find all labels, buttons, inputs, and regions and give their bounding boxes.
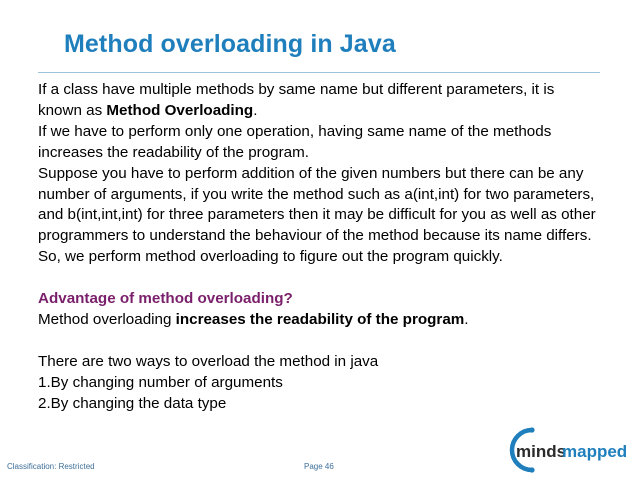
logo-dot-bottom (529, 467, 534, 472)
ways-intro: There are two ways to overload the method in java (38, 352, 379, 370)
readability-paragraph: If we have to perform only one operation, having same name of the methods increases the readability of the program. (38, 122, 552, 161)
logo-text-dark: minds (516, 442, 567, 461)
definition-text: If a class have multiple methods by same name but different parameters, it is known as (38, 81, 555, 119)
slide-title: Method overloading in Java (64, 30, 396, 58)
advantage-end: . (464, 310, 469, 328)
title-divider (38, 72, 600, 73)
way-item-1: 1.By changing number of arguments (38, 373, 283, 391)
spacer (38, 331, 600, 352)
definition-term: Method Overloading (106, 101, 254, 119)
mindsmapped-logo (496, 424, 636, 476)
logo-dot-top (529, 427, 534, 432)
way-item-2: 2.By changing the data type (38, 394, 227, 412)
page-number: Page 46 (304, 462, 334, 471)
example-paragraph: Suppose you have to perform addition of the given numbers but there can be any number of arguments, if you write the method such as a(int,int) for two parameters, and b(int,int,int) for three parameters then it may be difficult for you as well as other programmers to understand the behaviour of the method because its name differs. So, we perform method overloading to figure out the program quickly. (38, 164, 596, 266)
advantage-paragraph (38, 310, 600, 331)
advantage-heading: Advantage of method overloading? (38, 290, 293, 308)
definition-paragraph (38, 80, 600, 122)
spacer (38, 268, 600, 289)
advantage-text: Method overloading (38, 310, 176, 328)
slide-body (38, 80, 600, 414)
logo-text-accent: mapped (562, 442, 628, 461)
advantage-emphasis: increases the readability of the program (175, 310, 465, 328)
definition-end: . (253, 101, 258, 119)
classification-label: Classification: Restricted (7, 462, 95, 471)
